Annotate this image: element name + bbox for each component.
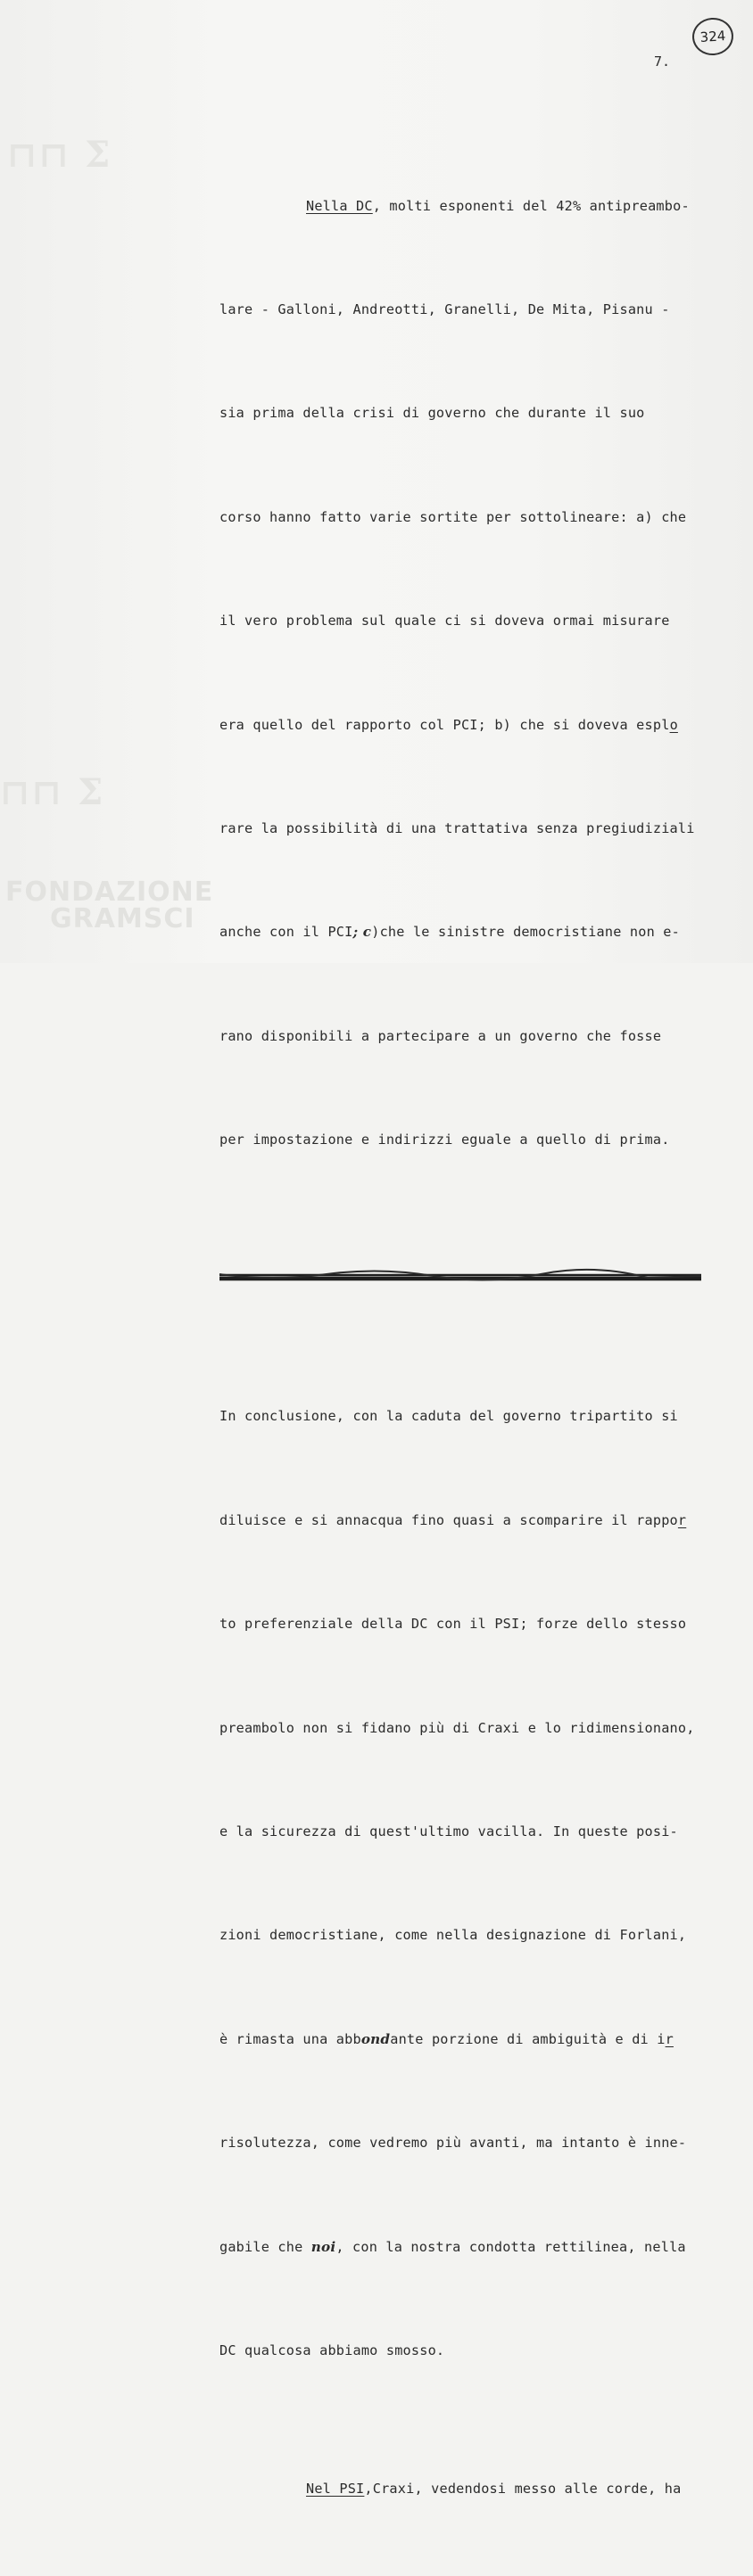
- text-line: era quello del rapporto col PCI; b) che si doveva esplo: [219, 716, 678, 733]
- text-line: anche con il PCI; c)che le sinistre democristiane non e-: [219, 924, 680, 941]
- text-line: per impostazione e indirizzi eguale a quello di prima.: [219, 1132, 670, 1148]
- text-line: risolutezza, come vedremo più avanti, ma intanto è inne-: [219, 2135, 687, 2152]
- handwritten-correction: ; c: [352, 924, 372, 941]
- handwritten-correction: ond: [360, 2030, 391, 2047]
- bleed-through-mark: ⊓⊓ Σ: [0, 771, 105, 813]
- text-line: DC qualcosa abbiamo smosso.: [219, 2342, 445, 2358]
- text-line: corso hanno fatto varie sortite per sottolineare: a) che: [219, 508, 687, 525]
- underlined-lead: Nella DC: [306, 197, 373, 214]
- text-line: sia prima della crisi di governo che durante il suo: [219, 405, 645, 422]
- text-line: il vero problema sul quale ci si doveva ormai misurare: [219, 613, 670, 630]
- typed-body-text: [219, 119, 728, 2576]
- text-line: rare la possibilità di una trattativa senza pregiudiziali: [219, 819, 695, 836]
- text-line: rano disponibili a partecipare a un governo che fosse: [219, 1027, 662, 1044]
- strikethrough-scribble: [219, 1271, 701, 1283]
- struck-out-line: [219, 1261, 728, 1296]
- text-line: In conclusione, con la caduta del governo tripartito si: [219, 1408, 678, 1425]
- bleed-through-mark: ⊓⊓ Σ: [7, 134, 112, 176]
- text-line: Nel PSI,Craxi, vedendosi messo alle corde, ha: [306, 2481, 682, 2498]
- text-line: gabile che noi, con la nostra condotta rettilinea, nella: [219, 2238, 686, 2255]
- text-line: lare - Galloni, Andreotti, Granelli, De Mita, Pisanu -: [219, 300, 670, 317]
- text-line: zioni democristiane, come nella designazione di Forlani,: [219, 1927, 687, 1944]
- foundation-watermark: FONDAZIONE GRAMSCI: [5, 876, 214, 934]
- archive-number-stamp: 324: [691, 16, 735, 56]
- text-line: to preferenziale della DC con il PSI; forze dello stesso: [219, 1616, 687, 1633]
- text-line: preambolo non si fidano più di Craxi e lo ridimensionano,: [219, 1719, 695, 1736]
- text-line: e la sicurezza di quest'ultimo vacilla. In queste posi-: [219, 1823, 678, 1840]
- text-line: è rimasta una abbondante porzione di ambiguità e di ir: [219, 2030, 674, 2047]
- text-line: diluisce e si annacqua fino quasi a scomparire il rappor: [219, 1511, 687, 1528]
- underlined-lead: Nel PSI: [306, 2481, 365, 2498]
- text-line: Nella DC, molti esponenti del 42% antipreambo-: [306, 197, 690, 214]
- handwritten-correction: noi: [310, 2238, 336, 2255]
- page-number: 7.: [654, 53, 671, 70]
